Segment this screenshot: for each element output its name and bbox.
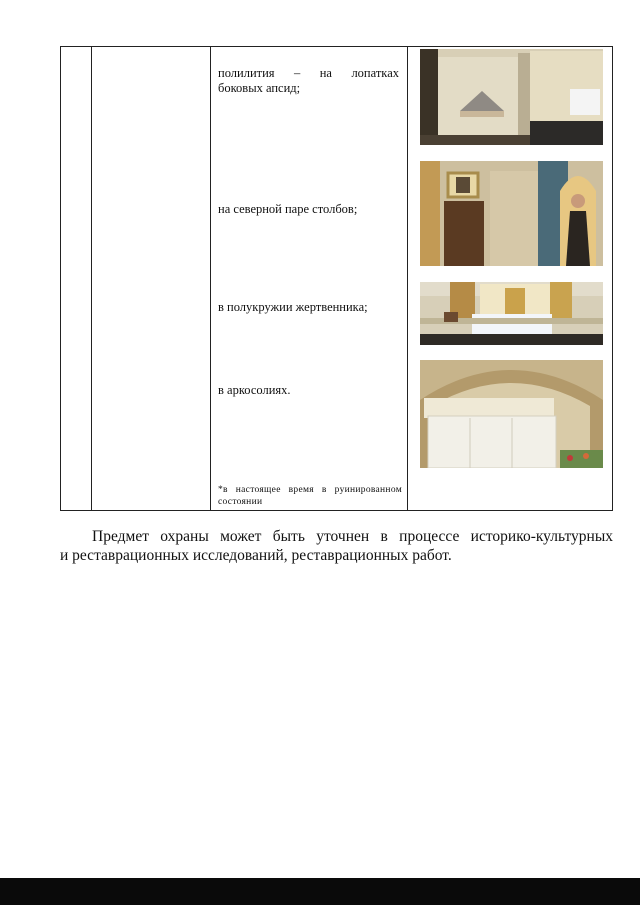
photo-prothesis-altar [420, 282, 603, 345]
paragraph-line: Предмет охраны может быть уточнен в процессе историко-культурных [92, 528, 613, 545]
photo-arcosolium [420, 360, 603, 468]
closing-paragraph [60, 546, 613, 565]
table-row-text: полилития – на лопатках [218, 66, 399, 80]
scan-edge [0, 878, 640, 905]
paragraph-line: и реставрационных исследований, реставрационных работ. [60, 547, 452, 564]
photo-north-pillars [420, 161, 603, 266]
footnote: *в настоящее время в руинированном [218, 485, 402, 495]
photo-apse-pilasters [420, 49, 603, 145]
table-divider [407, 47, 408, 510]
table-divider [210, 47, 211, 510]
closing-paragraph [60, 527, 613, 546]
table-divider [91, 47, 92, 510]
footnote: состоянии [218, 497, 263, 507]
table-row-text: боковых апсид; [218, 81, 301, 95]
table-row-text: на северной паре столбов; [218, 202, 358, 216]
table-row-text: в аркосолиях. [218, 383, 291, 397]
table-row-text: в полукружии жертвенника; [218, 300, 368, 314]
heritage-table [60, 46, 613, 511]
